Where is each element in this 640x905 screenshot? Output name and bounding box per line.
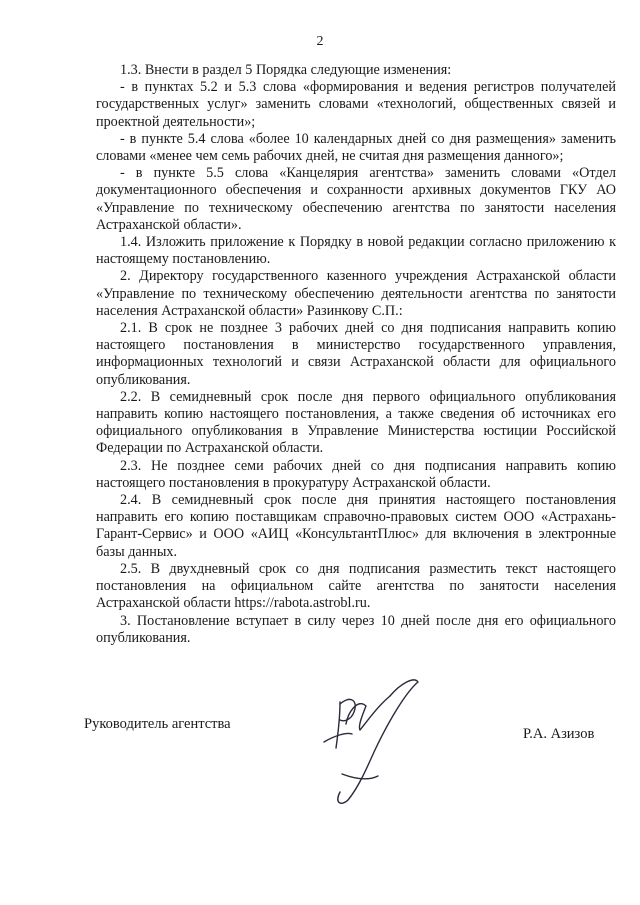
- position-title: Руководитель агентства: [84, 716, 231, 732]
- paragraph-2: 2. Директору государственного казенного учреждения Астраханской области «Управление по техническому обеспечению деятельности агентства по занятости населения Астраханской области» Разинкову С.П.:: [96, 268, 616, 319]
- handwritten-signature: [318, 672, 428, 812]
- paragraph-3: 3. Постановление вступает в силу через 10 дней после дня его официального опубликования.: [96, 612, 616, 646]
- paragraph-1-4: 1.4. Изложить приложение к Порядку в новой редакции согласно приложению к настоящему постановлению.: [96, 234, 616, 268]
- paragraph-1-3-item-5-5: - в пункте 5.5 слова «Канцелярия агентства» заменить словами «Отдел документационного обеспечения и сохранности архивных документов ГКУ АО «Управление по техническому обеспечению агентства по занятости населения Астраханской области».: [96, 165, 616, 233]
- paragraph-2-5: 2.5. В двухдневный срок со дня подписания разместить текст настоящего постановления на официальном сайте агентства по занятости населения Астраханской области https://rabota.astrobl.ru.: [96, 560, 616, 612]
- paragraph-2-1: 2.1. В срок не позднее 3 рабочих дней со дня подписания направить копию настоящего постановления в министерство государственного управления, информационных технологий и связи Астраханской области для официального опубликования.: [96, 320, 616, 388]
- page-number: 2: [316, 34, 324, 49]
- paragraph-1-3: 1.3. Внести в раздел 5 Порядка следующие изменения:: [120, 62, 452, 78]
- document-body: [96, 62, 616, 647]
- paragraph-2-4: 2.4. В семидневный срок после дня принятия настоящего постановления направить его копию поставщикам справочно-правовых систем ООО «Астрахань-Гарант-Сервис» и ООО «АИЦ «КонсультантПлюс» для включения в электронные базы данных.: [96, 492, 616, 560]
- paragraph-1-3-item-5-4: - в пункте 5.4 слова «более 10 календарных дней со дня размещения» заменить словами «менее чем семь рабочих дней, не считая дня размещения данного»;: [96, 130, 616, 165]
- paragraph-2-2: 2.2. В семидневный срок после дня первого официального опубликования направить копию настоящего постановления, а также сведения об источниках его официального опубликования в Управление Министерства юстиции Российской Федерации по Астраханской области.: [96, 388, 616, 457]
- paragraph-2-3: 2.3. Не позднее семи рабочих дней со дня подписания направить копию настоящего постановления в прокуратуру Астраханской области.: [96, 457, 616, 491]
- signer-name: Р.А. Азизов: [523, 726, 595, 742]
- signature-block: [0, 700, 640, 820]
- paragraph-1-3-items-5-2-5-3: - в пунктах 5.2 и 5.3 слова «формирования и ведения регистров получателей государственных услуг» заменить словами «технологий, общественных связей и проектной деятельности»;: [96, 79, 616, 130]
